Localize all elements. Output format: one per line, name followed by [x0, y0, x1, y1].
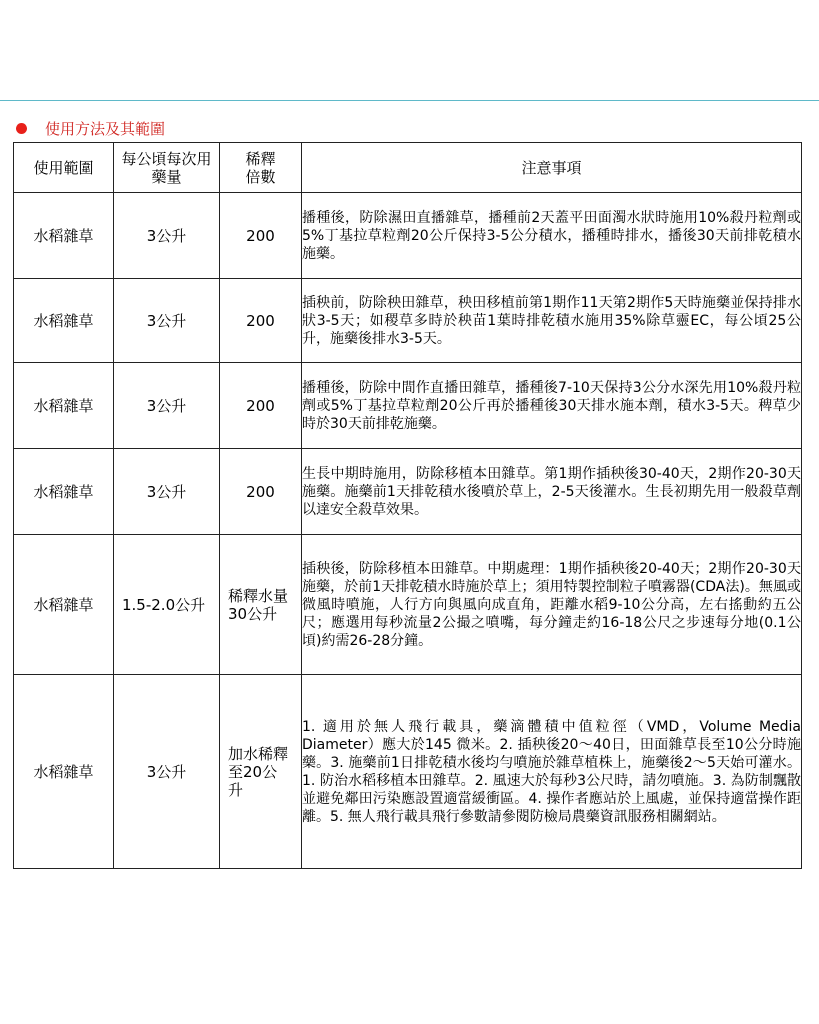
- cell-dose: 3公升: [114, 363, 220, 449]
- header-dilution-label: 稀釋倍數: [245, 149, 276, 186]
- usage-table: [13, 142, 802, 869]
- table-row: [14, 675, 802, 869]
- table-row: [14, 535, 802, 675]
- section-title: 使用方法及其範圍: [45, 119, 166, 138]
- bullet-dot-icon: [16, 123, 27, 134]
- cell-dilution-text: 加水稀釋至20公升: [228, 744, 289, 799]
- header-dose-label: 每公頃每次用藥量: [121, 149, 212, 186]
- cell-dilution: [220, 535, 302, 675]
- cell-notes: 播種後，防除中間作直播田雜草，播種後7-10天保持3公分水深先用10%殺丹粒劑或5%丁基拉草粒劑20公斤再於播種後30天排水施本劑，積水3-5天。稗草少時於30天前排乾施藥。: [302, 363, 802, 449]
- cell-notes: 插秧後，防除移植本田雜草。中期處理：1期作插秧後20-40天；2期作20-30天施藥，於前1天排乾積水時施於草上；須用特製控制粒子噴霧器(CDA法)。無風或微風時噴施，人行方向與風向成直角，距離水稻9-10公分高，左右搖動約五公尺；應選用每秒流量2公撮之噴嘴，每分鐘走約16-18公尺之步速每分地(0.1公頃)約需26-28分鐘。: [302, 535, 802, 675]
- cell-dilution: 200: [220, 363, 302, 449]
- cell-scope: 水稻雜草: [14, 449, 114, 535]
- cell-dose: 3公升: [114, 675, 220, 869]
- cell-dilution: [220, 675, 302, 869]
- header-rule: [0, 100, 819, 101]
- header-dilution: [220, 143, 302, 193]
- cell-notes: 生長中期時施用，防除移植本田雜草。第1期作插秧後30-40天，2期作20-30天施藥。施藥前1天排乾積水後噴於草上，2-5天後灌水。生長初期先用一般殺草劑以達安全殺草效果。: [302, 449, 802, 535]
- cell-dilution: 200: [220, 449, 302, 535]
- cell-dilution: 200: [220, 193, 302, 279]
- cell-dose: 3公升: [114, 449, 220, 535]
- header-dose: [114, 143, 220, 193]
- cell-dose: 3公升: [114, 279, 220, 363]
- cell-scope: 水稻雜草: [14, 279, 114, 363]
- table-row: [14, 193, 802, 279]
- cell-notes: 插秧前，防除秧田雜草，秧田移植前第1期作11天第2期作5天時施藥並保持排水狀3-5天；如稷草多時於秧苗1葉時排乾積水施用35%除草靈EC，每公頃25公升，施藥後排水3-5天。: [302, 279, 802, 363]
- header-notes: 注意事項: [302, 143, 802, 193]
- header-scope: 使用範圍: [14, 143, 114, 193]
- table-row: [14, 449, 802, 535]
- cell-notes: 1. 適用於無人飛行載具，藥滴體積中值粒徑（VMD，Volume Media Diameter）應大於145 微米。2. 插秧後20～40日，田面雜草長至10公分時施藥。3. 施藥前1日排乾積水後均勻噴施於雜草植株上，施藥後2～5天始可灌水。1. 防治水稻移植本田雜草。2. 風速大於每秒3公尺時，請勿噴施。3. 為防制飄散並避免鄰田污染應設置適當緩衝區。4. 操作者應站於上風處，並保持適當操作距離。5. 無人飛行載具飛行參數請參閱防檢局農藥資訊服務相關網站。: [302, 675, 802, 869]
- table-row: [14, 363, 802, 449]
- section-heading: [16, 118, 165, 138]
- cell-scope: 水稻雜草: [14, 535, 114, 675]
- cell-dose-text: 1.5-2.0公升: [122, 595, 206, 614]
- cell-dose: 3公升: [114, 193, 220, 279]
- cell-dilution-text: 稀釋水量30公升: [228, 586, 289, 623]
- table-row: [14, 279, 802, 363]
- cell-dose: [114, 535, 220, 675]
- table-header-row: [14, 143, 802, 193]
- cell-scope: 水稻雜草: [14, 363, 114, 449]
- cell-scope: 水稻雜草: [14, 675, 114, 869]
- cell-notes: 播種後，防除濕田直播雜草，播種前2天蓋平田面濁水狀時施用10%殺丹粒劑或5%丁基拉草粒劑20公斤保持3-5公分積水，播種時排水，播後30天前排乾積水施藥。: [302, 193, 802, 279]
- cell-dilution: 200: [220, 279, 302, 363]
- cell-scope: 水稻雜草: [14, 193, 114, 279]
